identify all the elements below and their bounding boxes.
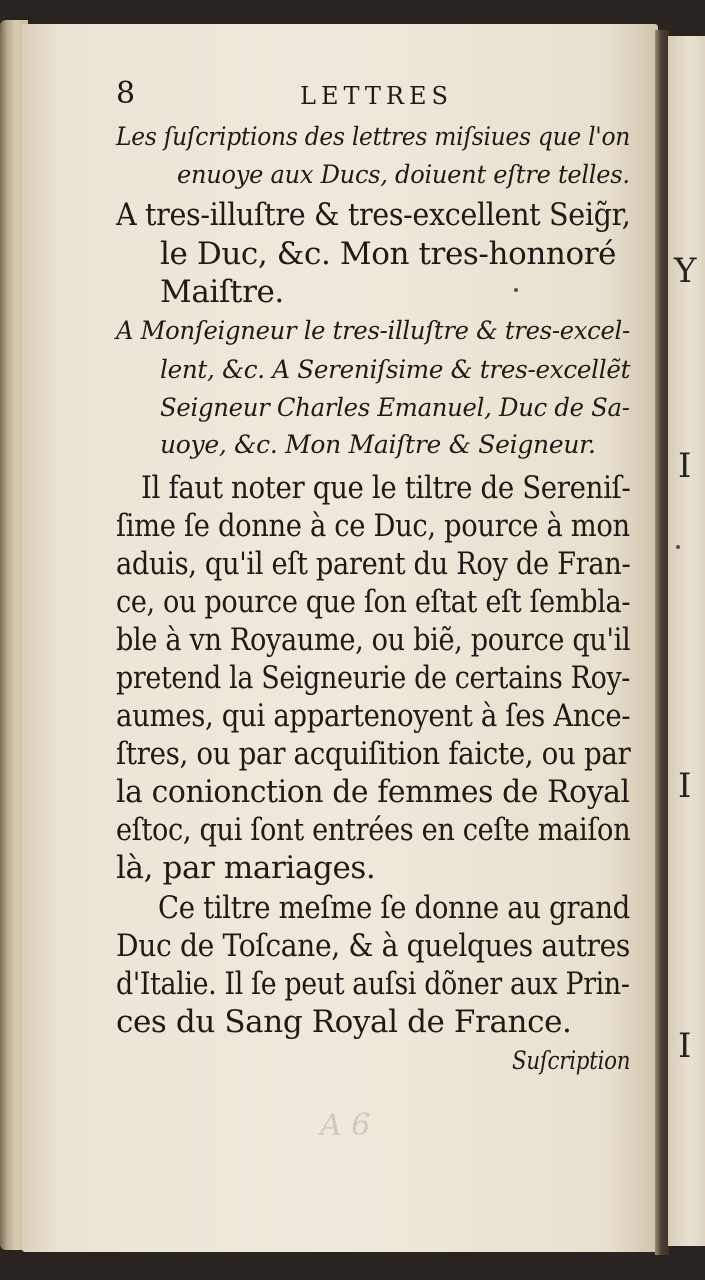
text-line: pretend la Seigneurie de certains Roy- (116, 660, 631, 696)
text-line: aduis, qu'il eſt parent du Roy de Fran- (116, 546, 631, 582)
ink-speck (676, 545, 680, 549)
right-page-glyph: I (678, 1026, 692, 1066)
heading-line: Les ſuſcriptions des lettres miſsiues que l'on (116, 122, 631, 151)
text-line: le Duc, &c. Mon tres-honnoré (160, 236, 617, 272)
page-number: 8 (116, 76, 135, 111)
show-through-text: A 6 (320, 1108, 371, 1143)
text-line: ble à vn Royaume, ou biẽ, pource qu'il (116, 622, 631, 658)
text-line: Il faut noter que le tiltre de Sereniſ- (141, 470, 631, 506)
text-line: eſtoc, qui ſont entrées en ceſte maiſon (116, 812, 631, 848)
right-page-glyph: Y (674, 251, 697, 291)
text-line: ce, ou pource que ſon eſtat eſt ſembla- (116, 584, 631, 620)
ink-speck (514, 288, 518, 292)
right-page-glyph: I (678, 766, 692, 806)
text-line: là, par mariages. (116, 850, 376, 886)
right-page-glyph: I (678, 446, 692, 486)
text-line: Maiſtre. (160, 274, 284, 310)
text-line: ces du Sang Royal de France. (116, 1004, 572, 1040)
text-line: Duc de Toſcane, & à quelques autres (116, 928, 631, 964)
text-line: Ce tiltre meſme ſe donne au grand (158, 890, 630, 926)
text-line: ſime ſe donne à ce Duc, pource à mon (116, 508, 630, 544)
catchword: Suſcription (512, 1046, 631, 1075)
text-line: ſtres, ou par acquiſition faicte, ou par (116, 736, 631, 772)
text-line: A tres-illuſtre & tres-excellent Seig̃r, (116, 197, 631, 233)
running-head: LETTRES (300, 82, 453, 110)
heading-line: enuoye aux Ducs, doiuent eſtre telles. (177, 160, 630, 189)
italic-line: A Monſeigneur le tres-illuſtre & tres-excel- (116, 316, 630, 345)
italic-line: uoye, &c. Mon Maiſtre & Seigneur. (160, 430, 596, 459)
text-line: aumes, qui appartenoyent à ſes Ance- (116, 698, 631, 734)
text-line: la conionction de femmes de Royal (116, 774, 630, 810)
italic-line: Seigneur Charles Emanuel, Duc de Sa- (160, 393, 630, 422)
text-line: d'Italie. Il ſe peut auſsi dõner aux Prin- (116, 966, 630, 1002)
italic-line: lent, &c. A Sereniſsime & tres-excellẽt (160, 355, 631, 384)
